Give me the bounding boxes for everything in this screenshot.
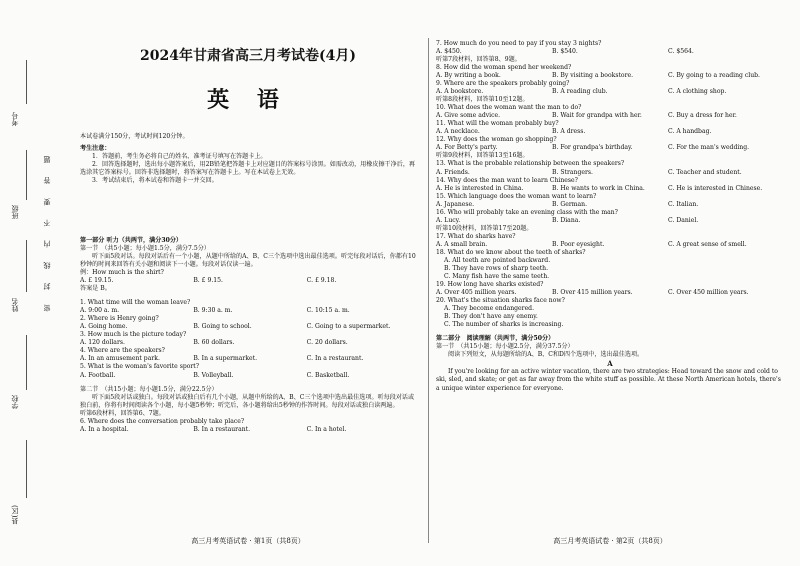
option: B. 9:30 a. m.: [193, 307, 233, 315]
example-answer: 答案是 B。: [80, 285, 111, 293]
options: [80, 355, 420, 363]
option: A. $450.: [436, 48, 462, 56]
option: A. 9:00 a. m.: [80, 307, 120, 315]
option: C. Teacher and student.: [668, 168, 742, 176]
part2-heading: 第二部分 阅读理解（共两节，满分50分）: [436, 335, 555, 343]
option: B. Diana.: [552, 216, 581, 224]
option: B. He wants to work in China.: [552, 184, 645, 192]
question: 8. How did the woman spend her weekend?: [436, 64, 572, 72]
question: 10. What does the woman want the man to do?: [436, 104, 582, 112]
option: C. Daniel.: [668, 216, 699, 224]
column-divider: [428, 38, 429, 543]
page-1: [72, 0, 424, 566]
school-label: 学校: [11, 395, 19, 409]
example-question: 例：How much is the shirt?: [80, 269, 164, 277]
section1-instructions: 听下面5段对话。每段对话后有一个小题，从题中所给的A、B、C三个选项中选出最佳选项。听完每段对话后，你都有10秒钟的时间来回答有关小题和阅读下一小题。每段对话仅读一遍。: [80, 253, 416, 269]
options: [436, 217, 784, 225]
example-options: [80, 277, 420, 285]
notes-heading: 考生注意：: [80, 145, 111, 153]
listening-section-1: [80, 237, 420, 434]
options: [80, 307, 420, 315]
options: [436, 112, 784, 120]
option: B. $540.: [552, 48, 578, 56]
question: 14. Why does the man want to learn Chinese?: [436, 176, 578, 184]
option: B. Over 415 million years.: [552, 288, 633, 296]
options: [80, 426, 420, 434]
option: C. The number of sharks is increasing.: [444, 321, 564, 329]
options: [80, 372, 420, 380]
county-label: 县(区): [11, 505, 19, 525]
option: B. A dress.: [552, 128, 586, 136]
exam-number-line: [26, 60, 27, 104]
options: [436, 289, 784, 297]
material-note: 听第10段材料，回答第17至20题。: [436, 224, 533, 232]
option: A. Going home.: [80, 323, 128, 331]
options: [436, 169, 784, 177]
material-note: 听第9段材料，回答第13至16题。: [436, 152, 529, 160]
options: [436, 241, 784, 249]
material-note: 听第6段材料，回答第6、7题。: [80, 409, 165, 417]
option: A. A small brain.: [436, 240, 488, 248]
question: 3. How much is the picture today?: [80, 331, 187, 339]
option: A. Friends.: [436, 168, 470, 176]
option: A. By writing a book.: [436, 72, 501, 80]
part2-instructions: 阅读下列短文，从每题所给的A、B、C和D四个选项中，选出最佳选项。: [448, 351, 644, 359]
subject-title: 英 语: [207, 87, 289, 113]
option: A. All teeth are pointed backward.: [444, 256, 551, 264]
option: C. A handbag.: [668, 128, 712, 136]
passage-letter: A: [607, 359, 613, 369]
question-list: [80, 299, 420, 379]
note-item: 3．考试结束后，将本试卷和答题卡一并交回。: [92, 177, 218, 185]
question: 2. Where is Henry going?: [80, 315, 159, 323]
option: B. 60 dollars.: [193, 339, 235, 347]
option: C. 20 dollars.: [306, 339, 348, 347]
note-item: 2．回答选择题时，选出每小题答案后，用2B铅笔把答题卡上对应题目的答案标号涂黑。如需改动，用橡皮擦干净后，再选涂其它答案标号。回答非选择题时，将答案写在答题卡上。写在本试卷上无效。: [80, 161, 416, 177]
question: 13. What is the probable relationship between the speakers?: [436, 160, 625, 168]
section2-heading: 第二节 （共15小题；每小题1.5分，满分22.5分）: [80, 385, 218, 393]
option: B. By visiting a bookstore.: [552, 72, 634, 80]
question: 19. How long have sharks existed?: [436, 280, 544, 288]
option: C. Italian.: [668, 200, 699, 208]
option: B. Going to school.: [193, 323, 252, 331]
option: B. Volleyball.: [193, 371, 234, 379]
options: [436, 48, 784, 56]
options: [80, 323, 420, 331]
option: B. Wait for grandpa with her.: [552, 112, 642, 120]
options: [436, 88, 784, 96]
option: A. A necklace.: [436, 128, 480, 136]
question: 1. What time will the woman leave?: [80, 299, 191, 307]
option: C. He is interested in Chinese.: [668, 184, 763, 192]
option: A. Give some advice.: [436, 112, 501, 120]
name-line: [26, 240, 27, 292]
material-note: 听第8段材料，回答第10至12题。: [436, 96, 529, 104]
material-note: 听第7段材料，回答第8、9题。: [436, 56, 521, 64]
class-label: 班级: [11, 205, 19, 219]
page-2: [432, 0, 788, 566]
options: [436, 201, 784, 209]
option: B. German.: [552, 200, 588, 208]
county-line: [26, 440, 27, 498]
option: C. Basketball.: [306, 371, 350, 379]
section2-instructions: 听下面5段对话或独白。每段对话或独白后有几个小题，从题中所给的A、B、C三个选项中选出最佳选项。听每段对话或独白前，你将有时间阅读各个小题，每小题5秒钟；听完后，各小题将给出5秒钟的作答时间。每段对话或独白读两遍。: [80, 393, 415, 409]
options: [436, 185, 784, 193]
option: C. In a hotel.: [306, 425, 347, 433]
option: C. Buy a dress for her.: [668, 112, 737, 120]
passage-text: If you're looking for an active winter vacation, there are two strategies: Head toward the snow and cold to ski, sled, and skate; or get as far away from the white stuff as possible. At these North American hotels, there's a unique winter experience for everyone.: [436, 368, 781, 392]
option: A. Lucy.: [436, 216, 461, 224]
option: A. They become endangered.: [444, 305, 535, 313]
question: 12. Why does the woman go shopping?: [436, 136, 557, 144]
option: C. A great sense of smell.: [668, 240, 747, 248]
option: B. Strangers.: [552, 168, 593, 176]
option: A. A bookstore.: [436, 88, 484, 96]
page-footer: 高三月考英语试卷 · 第2页（共8页）: [553, 537, 667, 545]
option: A. £ 19.15.: [80, 277, 114, 285]
question: 17. What do sharks have?: [436, 232, 516, 240]
option: A. 120 dollars.: [80, 339, 125, 347]
option: A. Football.: [80, 371, 116, 379]
question: 18. What do we know about the teeth of sharks?: [436, 248, 586, 256]
class-line: [26, 150, 27, 200]
note-item: 1．答题前，考生务必将自己的姓名、准考证号填写在答题卡上。: [92, 153, 267, 161]
options: [80, 339, 420, 347]
option: C. A clothing shop.: [668, 88, 727, 96]
exam-intro: 本试卷满分150分，考试时间120分钟。: [80, 133, 189, 140]
binding-margin: [0, 0, 62, 566]
option: A. In an amusement park.: [80, 355, 160, 363]
option: A. In a hospital.: [80, 425, 129, 433]
option: C. Going to a supermarket.: [306, 323, 391, 331]
exam-number-label: 考号: [11, 112, 19, 126]
option: C. Over 450 million years.: [668, 288, 749, 296]
option: B. Poor eyesight.: [552, 240, 605, 248]
seal-line-notice: 密 封 线 内 不 要 答 题: [43, 150, 51, 312]
option: B. They have rows of sharp teeth.: [444, 264, 549, 272]
option: B. In a restaurant.: [193, 425, 251, 433]
option: A. He is interested in China.: [436, 184, 524, 192]
question: 11. What will the woman probably buy?: [436, 120, 559, 128]
option: C. For the man's wedding.: [668, 144, 750, 152]
option: C. In a restaurant.: [306, 355, 364, 363]
question: 4. Where are the speakers?: [80, 347, 165, 355]
name-label: 姓名: [11, 298, 19, 312]
option: A. For Betty's party.: [436, 144, 498, 152]
option: A. Over 405 million years.: [436, 288, 517, 296]
question: 20. What's the situation sharks face now?: [436, 297, 565, 304]
question: 6. Where does the conversation probably take place?: [80, 417, 245, 425]
school-line: [26, 335, 27, 390]
option: B. They don't have any enemy.: [444, 313, 538, 321]
option: B. In a supermarket.: [193, 355, 258, 363]
option: C. 10:15 a. m.: [306, 307, 350, 315]
listening-section-2: [80, 386, 420, 434]
option: B. A reading club.: [552, 88, 608, 96]
listening-questions-cont: [436, 40, 784, 393]
option: C. £ 9.18.: [306, 277, 337, 285]
option: A. Japanese.: [436, 200, 475, 208]
question: 16. Who will probably take an evening class with the man?: [436, 208, 618, 216]
option: B. For grandpa's birthday.: [552, 144, 633, 152]
question: 15. Which language does the woman want to learn?: [436, 192, 597, 200]
option: C. Many fish have the same teeth.: [444, 272, 550, 280]
option: C. $564.: [668, 48, 694, 56]
page-footer: 高三月考英语试卷 · 第1页（共8页）: [191, 537, 305, 545]
part1-heading: 第一部分 听力（共两节，满分30分）: [80, 237, 183, 244]
exam-notes: [80, 133, 420, 185]
options: [436, 72, 784, 80]
exam-title: 2024年甘肃省高三月考试卷(4月): [140, 48, 356, 64]
option: B. £ 9.15.: [193, 277, 223, 285]
options: [436, 128, 784, 136]
question: 5. What is the woman's favorite sport?: [80, 363, 200, 371]
part2-section1-heading: 第一节 （共15小题；每小题2.5分，满分37.5分）: [436, 343, 574, 351]
option: C. By going to a reading club.: [668, 72, 760, 80]
question: 7. How much do you need to pay if you stay 3 nights?: [436, 40, 602, 47]
section1-heading: 第一节 （共5小题；每小题1.5分，满分7.5分）: [80, 245, 210, 253]
question: 9. Where are the speakers probably going?: [436, 80, 570, 88]
